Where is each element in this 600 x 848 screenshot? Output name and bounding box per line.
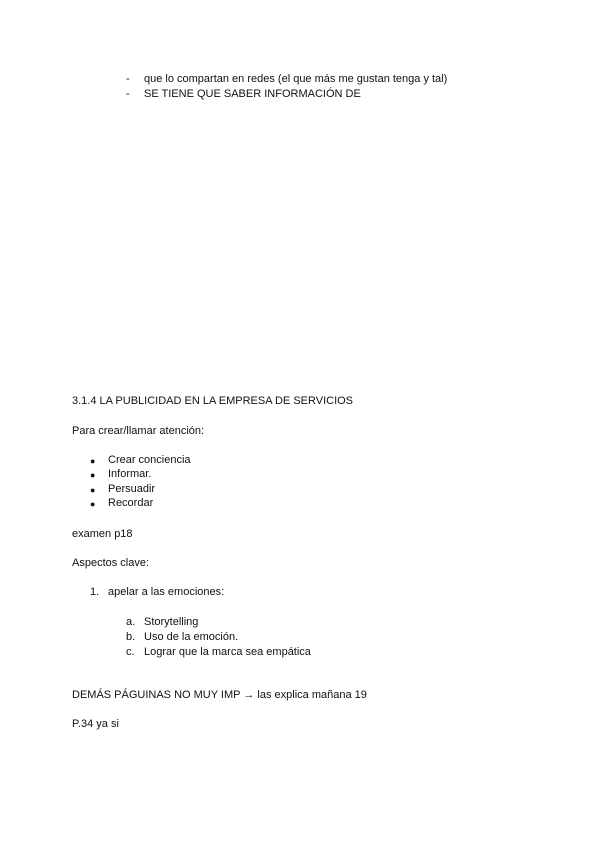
bullet-icon: ● [90,485,96,495]
key-aspects-label: Aspectos clave: [72,557,150,569]
bullet-item: Crear conciencia [108,454,191,466]
sub-list-marker: b. [126,631,136,643]
numbered-item: apelar a las emociones: [108,586,225,598]
bullet-icon: ● [90,470,96,480]
sub-list-marker: c. [126,646,135,658]
final-note: P.34 ya si [72,718,119,730]
bullet-item: Persuadir [108,483,156,495]
sub-list-item: Storytelling [144,616,199,628]
section-heading: 3.1.4 LA PUBLICIDAD EN LA EMPRESA DE SERVICIOS [72,395,354,407]
sub-list-marker: a. [126,616,136,628]
list-item: SE TIENE QUE SABER INFORMACIÓN DE [144,88,361,100]
bullet-icon: ● [90,456,96,466]
exam-note: examen p18 [72,528,133,540]
sub-list-item: Uso de la emoción. [144,631,239,643]
intro-text: Para crear/llamar atención: [72,425,205,437]
bullet-icon: ● [90,499,96,509]
pages-note: DEMÁS PÁGUINAS NO MUY IMP → las explica mañana 19 [72,689,367,701]
numbered-marker: 1. [90,586,100,598]
list-item: que lo compartan en redes (el que más me gustan tenga y tal) [144,73,448,85]
sub-list-item: Lograr que la marca sea empática [144,646,311,658]
list-marker: - [126,73,130,85]
bullet-item: Recordar [108,497,154,509]
bullet-item: Informar. [108,468,152,480]
list-marker: - [126,88,130,100]
